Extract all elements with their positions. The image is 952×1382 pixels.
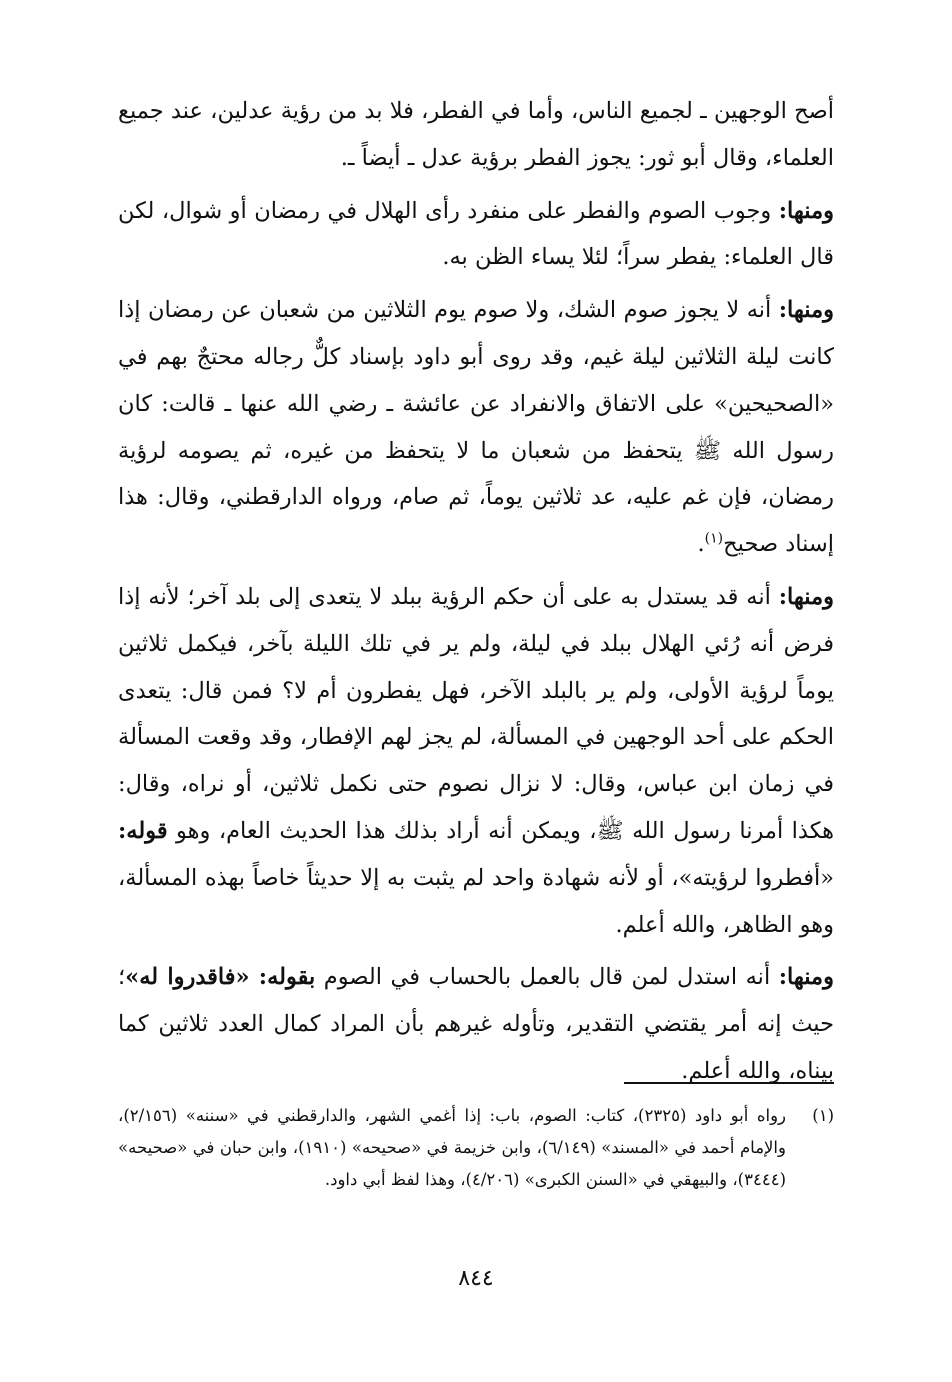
paragraph-1 (118, 88, 834, 182)
paragraph-2-text: وجوب الصوم والفطر على منفرد رأى الهلال في رمضان أو شوال، لكن قال العلماء: يفطر سراً؛ لئلا يساء الظن به. (118, 197, 834, 271)
paragraph-1-text: أصح الوجهين ـ لجميع الناس، وأما في الفطر، فلا بد من رؤية عدلين، عند جميع العلماء، وقال أبو ثور: يجوز الفطر برؤية عدل ـ أيضاً ـ. (118, 98, 834, 171)
footnote-number: (١) (812, 1106, 834, 1125)
paragraph-5-tail: ؛ حيث إنه أمر يقتضي التقدير، وتأوله غيرهم بأن المراد كمال العدد ثلاثين كما بيناه، والله أعلم. (118, 964, 834, 1084)
paragraph-5 (118, 954, 834, 1094)
footnote-reference[interactable]: (١) (704, 530, 724, 547)
footnote-divider (624, 1082, 834, 1084)
paragraph-2-lead: ومنها: (778, 197, 834, 224)
paragraph-5-lead: ومنها: (778, 964, 834, 991)
footnote-1 (118, 1100, 834, 1196)
paragraph-4-text: أنه قد يستدل به على أن حكم الرؤية ببلد لا يتعدى إلى بلد آخر؛ لأنه إذا فرض أنه رُئي الهلال ببلد في ليلة، ولم ير في تلك الليلة بآخر، فيكمل ثلاثين يوماً لرؤية الأولى، ولم ير بالبلد الآخر، فهل يفطرون أم لا؟ فمن قال: يتعدى الحكم على أحد الوجهين في المسألة، لم يجز لهم الإفطار، وقد وقعت المسألة في زمان ابن عباس، وقال: لا نزال نصوم حتى نكمل ثلاثين، أو نراه، وقال: هكذا أمرنا رسول الله ﷺ، ويمكن أنه أراد بذلك هذا الحديث العام، وهو (118, 583, 834, 844)
main-text (118, 88, 834, 1095)
footnote-text: رواه أبو داود (٢٣٢٥)، كتاب: الصوم، باب: إذا أغمي الشهر، والدارقطني في «سننه» (٢/١٥٦)، والإمام أحمد في «المسند» (٦/١٤٩)، وابن خزيمة في «صحيحه» (١٩١٠)، وابن حبان في «صحيحه» (٣٤٤٤)، والبيهقي في «السنن الكبرى» (٤/٢٠٦)، وهذا لفظ أبي داود. (118, 1106, 787, 1189)
paragraph-3-tail: . (697, 531, 705, 558)
paragraph-2 (118, 188, 834, 282)
paragraph-4-lead: ومنها: (778, 583, 834, 610)
footnotes (118, 1100, 834, 1196)
paragraph-4 (118, 574, 834, 948)
paragraph-3 (118, 287, 834, 568)
paragraph-4-bold: قوله: (118, 817, 168, 844)
paragraph-3-lead: ومنها: (778, 297, 834, 324)
paragraph-4-tail: «أفطروا لرؤيته»، أو لأنه شهادة واحد لم يثبت به إلا حديثاً خاصاً بهذه المسألة، وهو الظاهر، والله أعلم. (118, 864, 834, 938)
page-number: ٨٤٤ (458, 1266, 494, 1291)
paragraph-5-text: أنه استدل لمن قال بالعمل بالحساب في الصوم (315, 964, 779, 991)
paragraph-5-bold: بقوله: «فاقدروا له» (125, 964, 316, 991)
paragraph-3-text: أنه لا يجوز صوم الشك، ولا صوم يوم الثلاثين من شعبان عن رمضان إذا كانت ليلة الثلاثين ليلة غيم، وقد روى أبو داود بإسناد كلٌّ رجاله محتجٌ بهم في «الصحيحين» على الاتفاق والانفراد عن عائشة ـ رضي الله عنها ـ قالت: كان رسول الله ﷺ يتحفظ من شعبان ما لا يتحفظ من غيره، ثم يصومه لرؤية رمضان، فإن غم عليه، عد ثلاثين يوماً، ثم صام، ورواه الدارقطني، وقال: هذا إسناد صحيح (118, 297, 834, 558)
